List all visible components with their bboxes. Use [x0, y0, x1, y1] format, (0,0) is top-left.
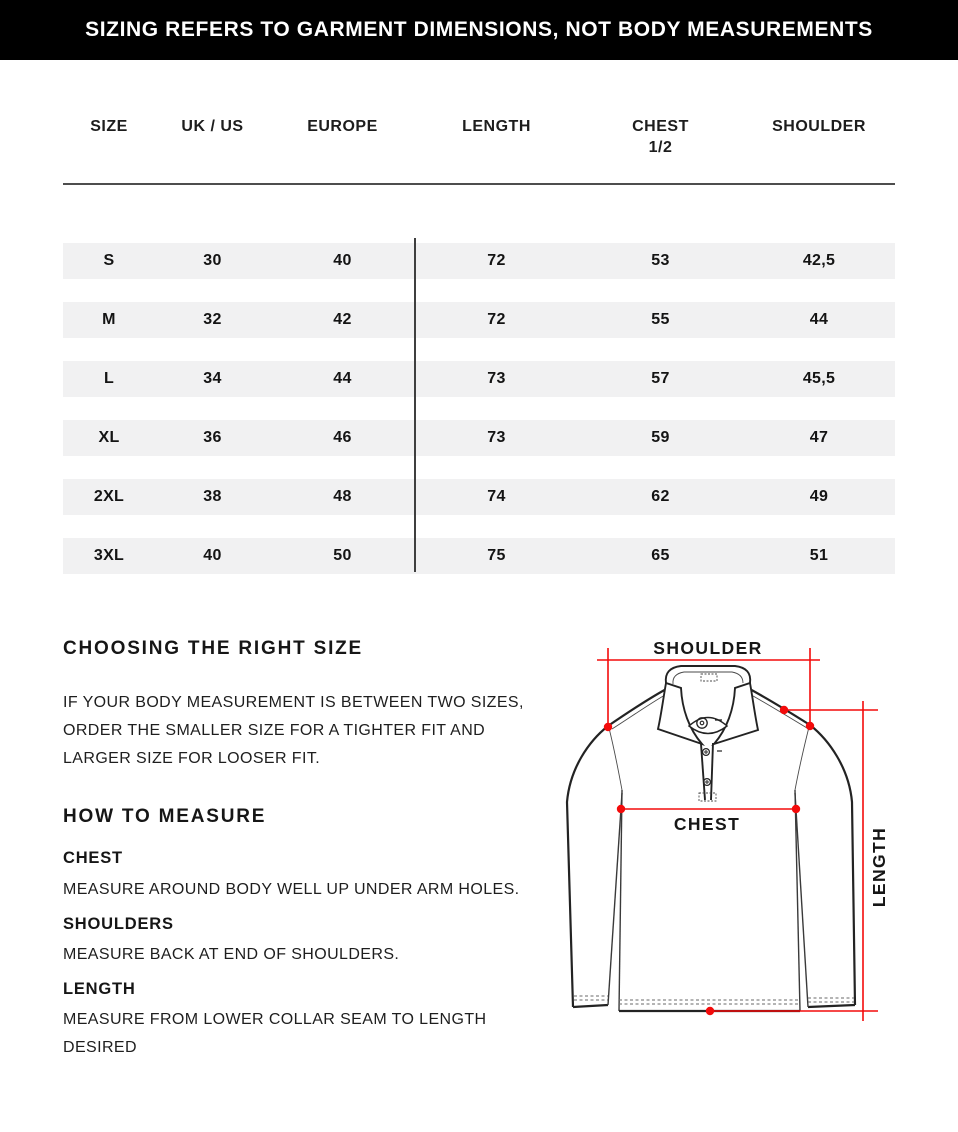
- cell-size: S: [103, 252, 115, 269]
- cell-size: XL: [98, 429, 120, 446]
- cell-chest: 57: [651, 370, 670, 387]
- cell-europe: 40: [333, 252, 352, 269]
- measure-shoulders-body: MEASURE BACK AT END OF SHOULDERS.: [63, 946, 400, 963]
- cell-length: 73: [487, 370, 506, 387]
- cell-length: 73: [487, 429, 506, 446]
- diagram-shoulder-label: SHOULDER: [653, 638, 763, 658]
- diagram-chest-label: CHEST: [673, 814, 741, 834]
- cell-europe: 46: [333, 429, 352, 446]
- diagram-length-label: LENGTH: [869, 826, 889, 908]
- top-banner: [0, 0, 958, 60]
- cell-shoulder: 51: [809, 547, 829, 564]
- cell-size: 3XL: [93, 547, 125, 564]
- cell-chest: 59: [651, 429, 670, 446]
- cell-chest: 65: [651, 547, 670, 564]
- measure-shoulders-title: SHOULDERS: [63, 915, 174, 933]
- cell-chest: 55: [651, 311, 670, 328]
- table-divider-line: [414, 238, 416, 572]
- cell-shoulder: 45,5: [802, 370, 836, 387]
- cell-europe: 50: [333, 547, 352, 564]
- size-table-header: [63, 116, 895, 158]
- cell-ukus: 40: [203, 547, 222, 564]
- table-row: [63, 302, 895, 338]
- cell-chest: 62: [651, 488, 670, 505]
- choosing-size-heading: CHOOSING THE RIGHT SIZE: [63, 638, 364, 659]
- cell-ukus: 32: [203, 311, 222, 328]
- size-table-body: [63, 243, 895, 597]
- cell-europe: 42: [333, 311, 352, 328]
- cell-chest: 53: [651, 252, 670, 269]
- cell-shoulder: 42,5: [802, 252, 836, 269]
- cell-europe: 48: [333, 488, 352, 505]
- how-to-measure-heading: HOW TO MEASURE: [63, 806, 267, 827]
- col-header-europe: EUROPE: [307, 118, 378, 135]
- cell-europe: 44: [333, 370, 352, 387]
- polo-shirt-drawing: [567, 666, 855, 1011]
- choosing-size-body: IF YOUR BODY MEASUREMENT IS BETWEEN TWO SIZES, ORDER THE SMALLER SIZE FOR A TIGHTER FIT AND LARGER SIZE FOR LOOSER FIT.: [63, 694, 524, 767]
- garment-diagram: [555, 630, 958, 1035]
- cell-ukus: 30: [203, 252, 222, 269]
- table-row: [63, 538, 895, 574]
- cell-shoulder: 47: [809, 429, 829, 446]
- cell-length: 75: [487, 547, 506, 564]
- cell-shoulder: 49: [809, 488, 829, 505]
- col-header-ukus: UK / US: [181, 118, 244, 135]
- cell-size: M: [102, 311, 116, 328]
- measure-chest-body: MEASURE AROUND BODY WELL UP UNDER ARM HOLES.: [63, 881, 520, 898]
- banner-text: SIZING REFERS TO GARMENT DIMENSIONS, NOT BODY MEASUREMENTS: [85, 18, 873, 41]
- table-row: [63, 243, 895, 279]
- measure-length-body: MEASURE FROM LOWER COLLAR SEAM TO LENGTH DESIRED: [63, 1011, 487, 1056]
- cell-ukus: 36: [203, 429, 222, 446]
- cell-length: 72: [487, 252, 506, 269]
- col-header-shoulder: SHOULDER: [772, 118, 866, 135]
- measure-chest-title: CHEST: [63, 849, 123, 867]
- col-header-length: LENGTH: [462, 118, 531, 135]
- cell-size: L: [103, 370, 115, 387]
- table-row: [63, 361, 895, 397]
- table-row: [63, 420, 895, 456]
- chest-measure-line: [617, 805, 800, 813]
- cell-size: 2XL: [93, 488, 125, 505]
- cell-length: 72: [487, 311, 506, 328]
- cell-ukus: 34: [203, 370, 222, 387]
- col-header-chest: CHEST 1/2: [632, 118, 689, 156]
- cell-length: 74: [487, 488, 506, 505]
- header-rule: [63, 183, 895, 185]
- cell-shoulder: 44: [809, 311, 829, 328]
- measure-length-title: LENGTH: [63, 980, 136, 998]
- col-header-size: SIZE: [90, 118, 128, 135]
- table-row: [63, 479, 895, 515]
- cell-ukus: 38: [203, 488, 222, 505]
